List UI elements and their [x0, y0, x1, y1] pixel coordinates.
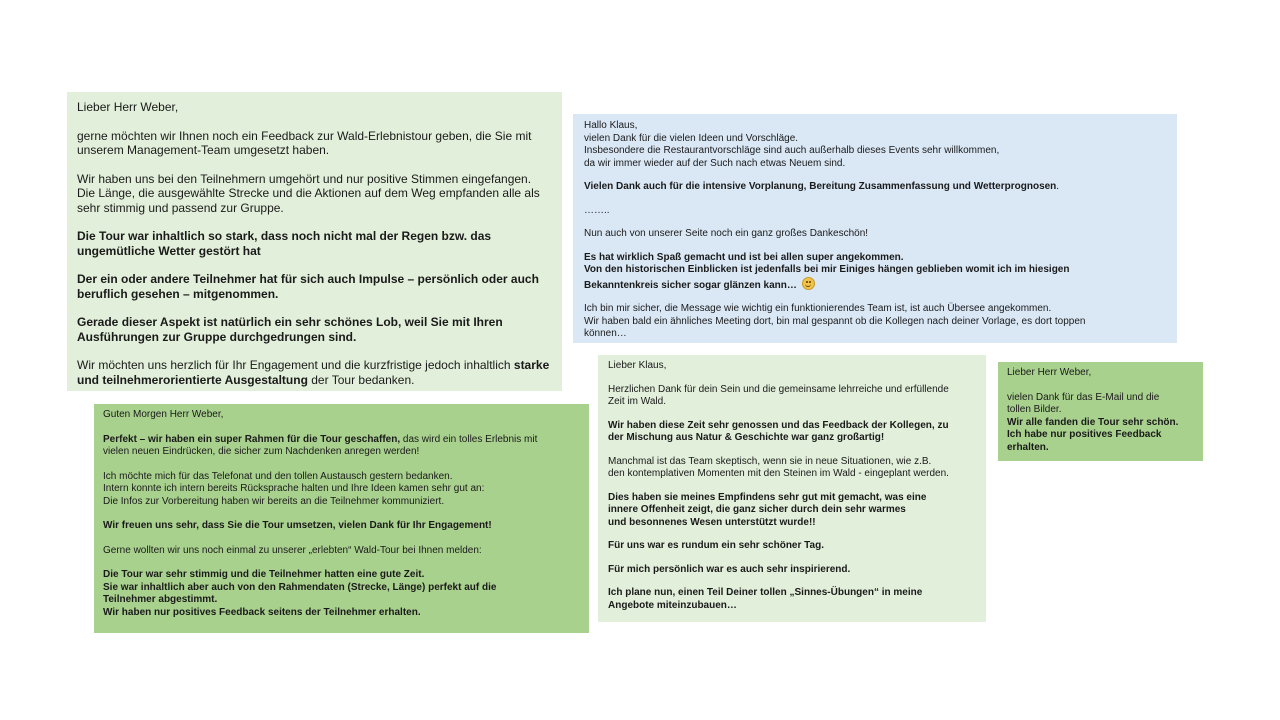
bold-block-text: Es hat wirklich Spaß gemacht und ist bei allen super angekommen. Von den historischen Einblicken ist jedenfalls bei mir Einiges hängen geblieben womit ich im hiesigen Bekanntenkreis sicher sogar glänzen kann…: [584, 251, 1070, 291]
feedback-note-4: [598, 355, 986, 622]
note-paragraph: Wir haben uns bei den Teilnehmern umgehört und nur positive Stimmen eingefangen. Die Länge, die ausgewählte Strecke und die Aktionen auf dem Weg empfanden alle als sehr stimmig und passend zur Gruppe.: [77, 171, 540, 215]
note-paragraph: Wir freuen uns sehr, dass Sie die Tour umsetzen, vielen Dank für Ihr Engagement!: [103, 520, 492, 531]
note-thanks: [584, 181, 1169, 194]
note-paragraph: Gerade dieser Aspekt ist natürlich ein sehr schönes Lob, weil Sie mit Ihren Ausführungen zur Gruppe durchgedrungen sind.: [77, 315, 503, 344]
closing-text-end: der Tour bedanken.: [307, 372, 415, 387]
note-paragraph: Wir haben diese Zeit sehr genossen und das Feedback der Kollegen, zu der Mischung aus Natur & Geschichte war ganz großartig!: [608, 419, 949, 443]
note-paragraph: Für uns war es rundum ein sehr schöner Tag.: [608, 540, 824, 551]
note-intro: [103, 434, 581, 459]
note-ellipsis: ……..: [584, 204, 610, 216]
note-paragraph: Die Tour war sehr stimmig und die Teilnehmer hatten eine gute Zeit. Sie war inhaltlich aber auch von den Rahmendaten (Strecke, Länge) perfekt auf die Teilnehmer abgestimmt. Wir haben nur positives Feedback seitens der Teilnehmer erhalten.: [103, 569, 497, 618]
bold-block-text: Wir alle fanden die Tour sehr schön. Ich habe nur positives Feedback erhalten.: [1007, 416, 1179, 453]
smiley-face-icon: [802, 277, 815, 290]
note-greeting: Lieber Herr Weber,: [1007, 367, 1092, 378]
intro-text: das wird ein tolles Erlebnis mit vielen neuen Eindrücken, die sicher zum Nachdenken anregen werden!: [103, 433, 538, 457]
note-paragraph: Lieber Herr Weber,: [77, 100, 179, 114]
note-paragraph: Manchmal ist das Team skeptisch, wenn sie in neue Situationen, wie z.B. den kontemplativen Momenten mit den Steinen im Wald - eingeplant werden.: [608, 455, 949, 479]
feedback-note-5: [998, 362, 1203, 461]
note-closing: [77, 358, 552, 387]
note-opening: Hallo Klaus, vielen Dank für die vielen Ideen und Vorschläge. Insbesondere die Restaurantvorschläge sind auch außerhalb dieses Events sehr willkommen, da wir immer wieder auf der Such nach etwas Neuem sind.: [584, 120, 1000, 169]
note-body: [1007, 392, 1195, 455]
note-bold-block: [584, 252, 1169, 293]
note-paragraph: Dies haben sie meines Empfindens sehr gut mit gemacht, was eine innere Offenheit zeigt, die ganz sicher durch dein sehr warmes und besonnenes Wesen unterstützt wurde!!: [608, 491, 927, 528]
note-paragraph: gerne möchten wir Ihnen noch ein Feedback zur Wald-Erlebnistour geben, die Sie mit unserem Management-Team umgesetzt haben.: [77, 128, 532, 157]
note-paragraph: Die Tour war inhaltlich so stark, dass noch nicht mal der Regen bzw. das ungemütliche Wetter gestört hat: [77, 229, 492, 258]
note-greeting: Guten Morgen Herr Weber,: [103, 409, 224, 420]
intro-bold-text: Perfekt – wir haben ein super Rahmen für die Tour geschaffen,: [103, 433, 401, 445]
note-paragraph: Ich möchte mich für das Telefonat und den tollen Austausch gestern bedanken. Intern konnte ich intern bereits Rücksprache halten und Ihre Ideen kamen sehr gut an: Die Infos zur Vorbereitung haben wir bereits an die Teilnehmer kommuniziert.: [103, 470, 485, 507]
note-thanks-line: Nun auch von unserer Seite noch ein ganz großes Dankeschön!: [584, 228, 869, 239]
thanks-bold-text: Vielen Dank auch für die intensive Vorplanung, Bereitung Zusammenfassung und Wetterprognosen: [584, 181, 1057, 192]
feedback-note-2: [94, 404, 589, 633]
note-paragraph: Für mich persönlich war es auch sehr inspirierend.: [608, 563, 851, 575]
note-paragraph: Gerne wollten wir uns noch einmal zu unserer „erlebten“ Wald-Tour bei Ihnen melden:: [103, 544, 482, 556]
note-closing: Ich bin mir sicher, die Message wie wichtig ein funktionierendes Team ist, ist auch Übersee angekommen. Wir haben bald ein ähnliches Meeting dort, bin mal gespannt ob die Kollegen nach deiner Vorlage, es dort toppen können…: [584, 303, 1086, 339]
note-paragraph: Herzlichen Dank für dein Sein und die gemeinsame lehrreiche und erfüllende Zeit im Wald.: [608, 383, 949, 407]
closing-text: Wir möchten uns herzlich für Ihr Engagement und die kurzfristige jedoch inhaltlich: [77, 358, 514, 372]
thanks-end: .: [1056, 181, 1060, 192]
closing-bold-text: starke und teilnehmerorientierte Ausgestaltung: [77, 358, 550, 387]
body-text: vielen Dank für das E-Mail und die tollen Bilder.: [1007, 391, 1160, 415]
note-paragraph: Ich plane nun, einen Teil Deiner tollen „Sinnes-Übungen“ in meine Angebote miteinzubauen…: [608, 587, 923, 611]
feedback-note-1: [67, 92, 562, 391]
feedback-note-3: [573, 114, 1177, 343]
note-paragraph: Der ein oder andere Teilnehmer hat für sich auch Impulse – persönlich oder auch beruflich gesehen – mitgenommen.: [77, 272, 539, 301]
note-paragraph: Lieber Klaus,: [608, 360, 667, 371]
